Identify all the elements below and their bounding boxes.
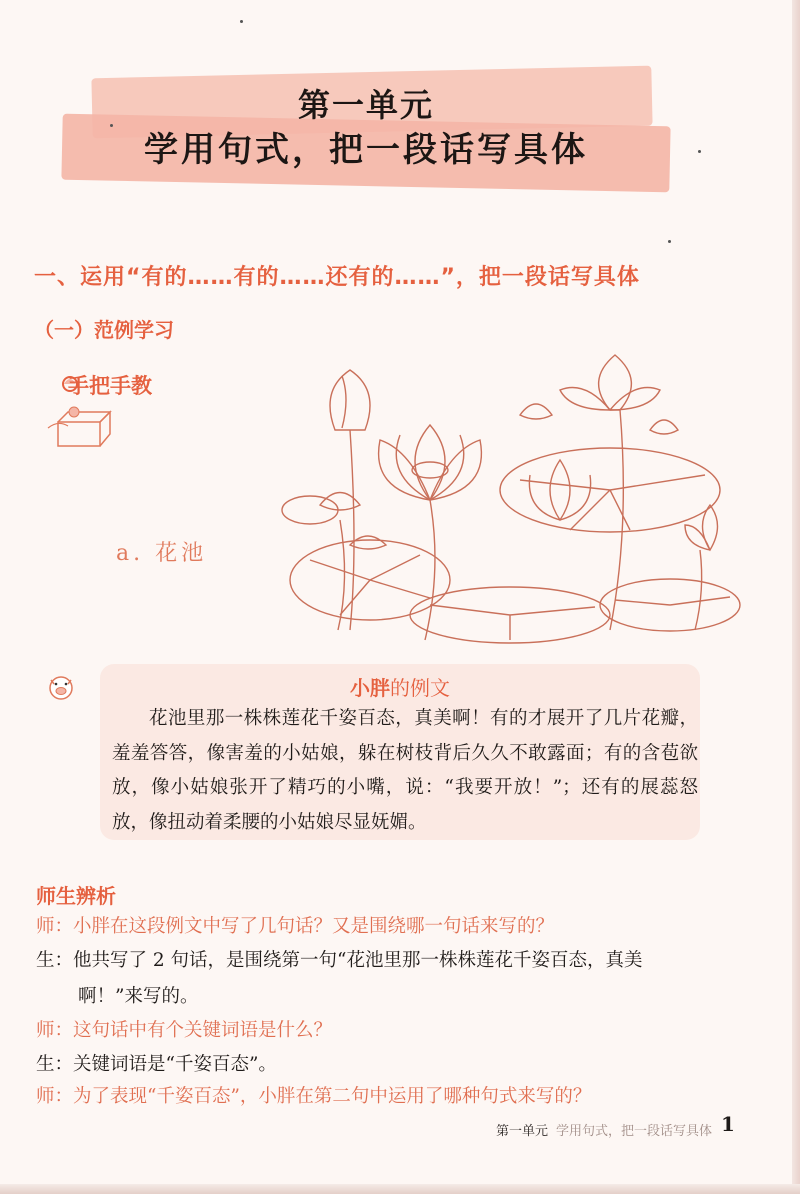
dialogue-text: 这句话中有个关键词语是什么？ — [73, 1020, 333, 1041]
speaker-label: 师： — [36, 1086, 74, 1107]
page-edge-bottom — [0, 1184, 800, 1194]
teacher-line — [36, 912, 726, 942]
teacher-line — [36, 1082, 726, 1112]
example-essay-text: 花池里那一株株莲花千姿百态，真美啊！有的才展开了几片花瓣，羞羞答答，像害羞的小姑娘，躲在树枝背后久久不敢露面；有的含苞欲放，像小姑娘张开了精巧的小嘴，说：“我要开放！”；还有的展蕊怒放，像扭动着柔腰的小姑娘尽显妩媚。 — [112, 708, 698, 833]
discussion-heading: 师生辨析 — [36, 884, 116, 908]
section-heading: 一、运用“有的……有的……还有的……”，把一段话写具体 — [34, 265, 640, 290]
ink-speck — [698, 150, 701, 153]
pig-face-icon — [44, 672, 78, 702]
dialogue-text: 他共写了 2 句话，是围绕第一句“花池里那一株株莲花千姿百态，真美 — [73, 950, 643, 971]
speaker-label: 生： — [36, 950, 74, 971]
teacher-line — [36, 1016, 726, 1046]
handbook-title: 手把手教 — [68, 374, 152, 398]
dialogue-text: 关键词语是“千姿百态”。 — [73, 1054, 277, 1075]
ink-speck — [668, 240, 671, 243]
student-line — [36, 1050, 726, 1080]
unit-title: 第一单元 — [297, 86, 434, 124]
example-title-suffix: 的例文 — [390, 676, 450, 700]
ink-speck — [110, 124, 113, 127]
speaker-label: 生： — [36, 1054, 74, 1075]
speaker-label: 师： — [36, 1020, 74, 1041]
picture-label: a. 花池 — [116, 541, 208, 566]
running-footer — [496, 1120, 712, 1139]
example-author: 小胖 — [350, 676, 390, 700]
speaker-label: 师： — [36, 916, 74, 937]
subsection-heading: （一）范例学习 — [34, 318, 174, 342]
footer-topic: 学用句式，把一段话写具体 — [556, 1124, 713, 1139]
page-edge-right — [792, 0, 800, 1194]
dialogue-text: 为了表现“千姿百态”，小胖在第二句中运用了哪种句式来写的？ — [73, 1086, 592, 1107]
ink-speck — [240, 20, 243, 23]
page-number: 1 — [721, 1112, 735, 1136]
example-title — [100, 672, 700, 701]
student-line-continuation: 啊！”来写的。 — [78, 986, 199, 1007]
dialogue-text: 小胖在这段例文中写了几句话？又是围绕哪一句话来写的？ — [73, 916, 555, 937]
student-line — [36, 946, 726, 976]
lotus-pond-illustration — [280, 350, 750, 645]
unit-subtitle: 学用句式，把一段话写具体 — [144, 130, 588, 170]
footer-unit: 第一单元 — [496, 1124, 549, 1139]
